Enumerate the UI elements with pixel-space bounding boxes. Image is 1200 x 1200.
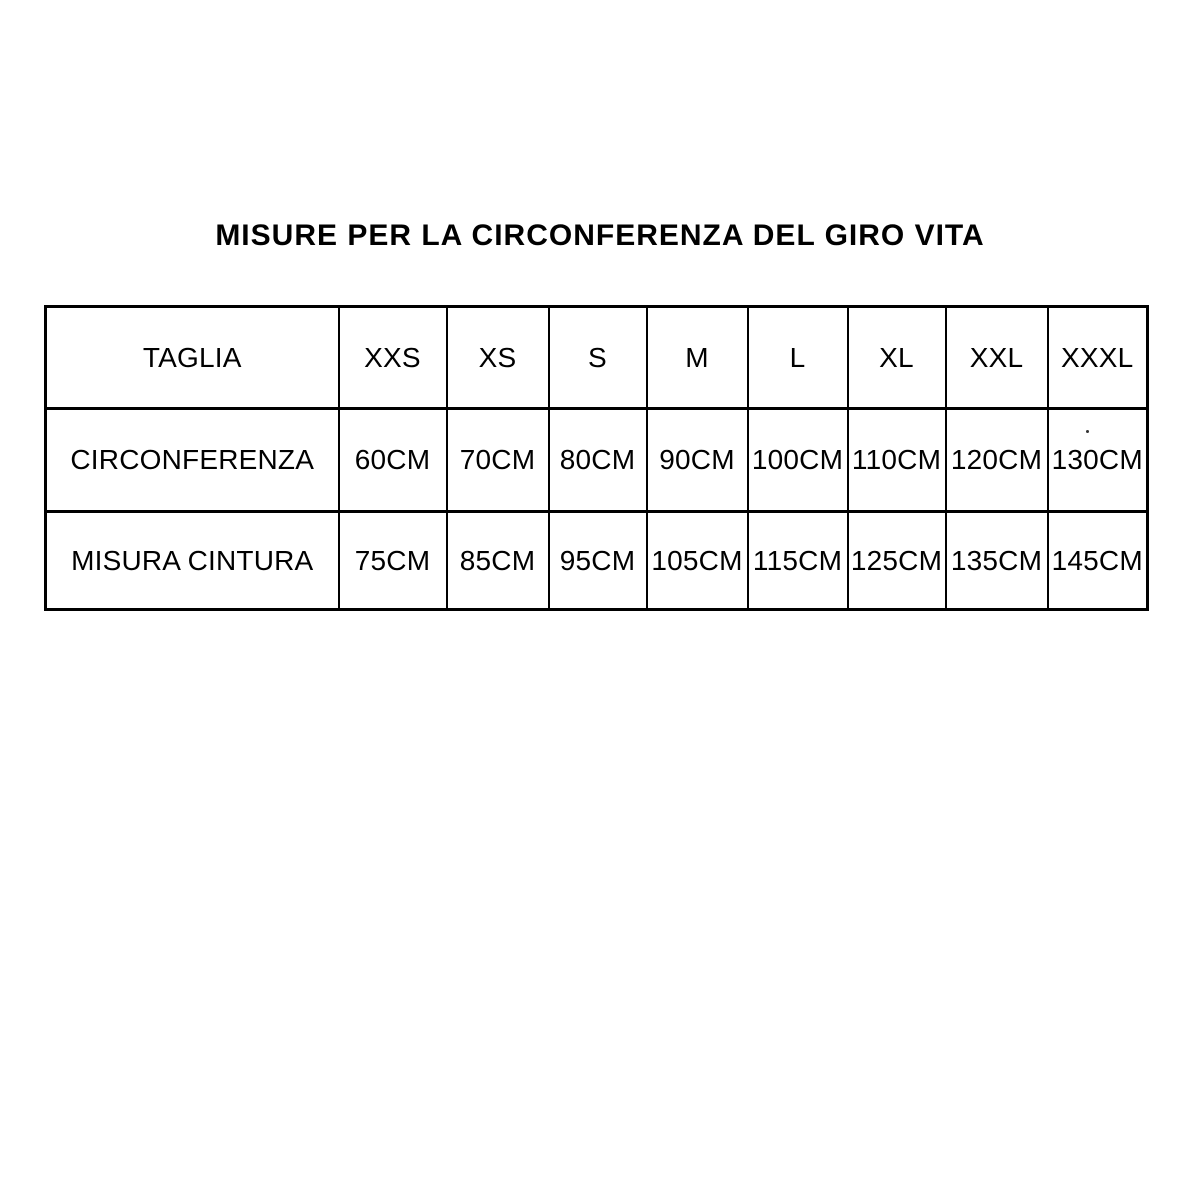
row-label-cell: MISURA CINTURA	[46, 512, 339, 610]
header-cell-xxxl: XXXL	[1048, 307, 1148, 409]
value-cell: 95CM	[549, 512, 647, 610]
value-cell: 130CM	[1048, 409, 1148, 512]
value-cell: 120CM	[946, 409, 1048, 512]
header-cell-m: M	[647, 307, 748, 409]
size-chart-table	[44, 305, 1149, 611]
value-cell: 70CM	[447, 409, 549, 512]
value-cell: 125CM	[848, 512, 946, 610]
header-cell-xl: XL	[848, 307, 946, 409]
value-cell: 60CM	[339, 409, 447, 512]
table-header-row	[46, 307, 1148, 409]
value-cell: 100CM	[748, 409, 848, 512]
header-cell-taglia: TAGLIA	[46, 307, 339, 409]
table-row-misura-cintura	[46, 512, 1148, 610]
value-cell: 85CM	[447, 512, 549, 610]
page-title: MISURE PER LA CIRCONFERENZA DEL GIRO VITA	[215, 219, 985, 252]
value-cell: 75CM	[339, 512, 447, 610]
header-cell-s: S	[549, 307, 647, 409]
value-cell: 135CM	[946, 512, 1048, 610]
header-cell-xxl: XXL	[946, 307, 1048, 409]
row-label-cell: CIRCONFERENZA	[46, 409, 339, 512]
header-cell-xxs: XXS	[339, 307, 447, 409]
header-cell-xs: XS	[447, 307, 549, 409]
value-cell: 90CM	[647, 409, 748, 512]
header-cell-l: L	[748, 307, 848, 409]
value-cell: 145CM	[1048, 512, 1148, 610]
value-cell: 105CM	[647, 512, 748, 610]
table-row-circonferenza	[46, 409, 1148, 512]
stray-dot-artifact	[1086, 430, 1089, 433]
value-cell: 110CM	[848, 409, 946, 512]
value-cell: 115CM	[748, 512, 848, 610]
value-cell: 80CM	[549, 409, 647, 512]
